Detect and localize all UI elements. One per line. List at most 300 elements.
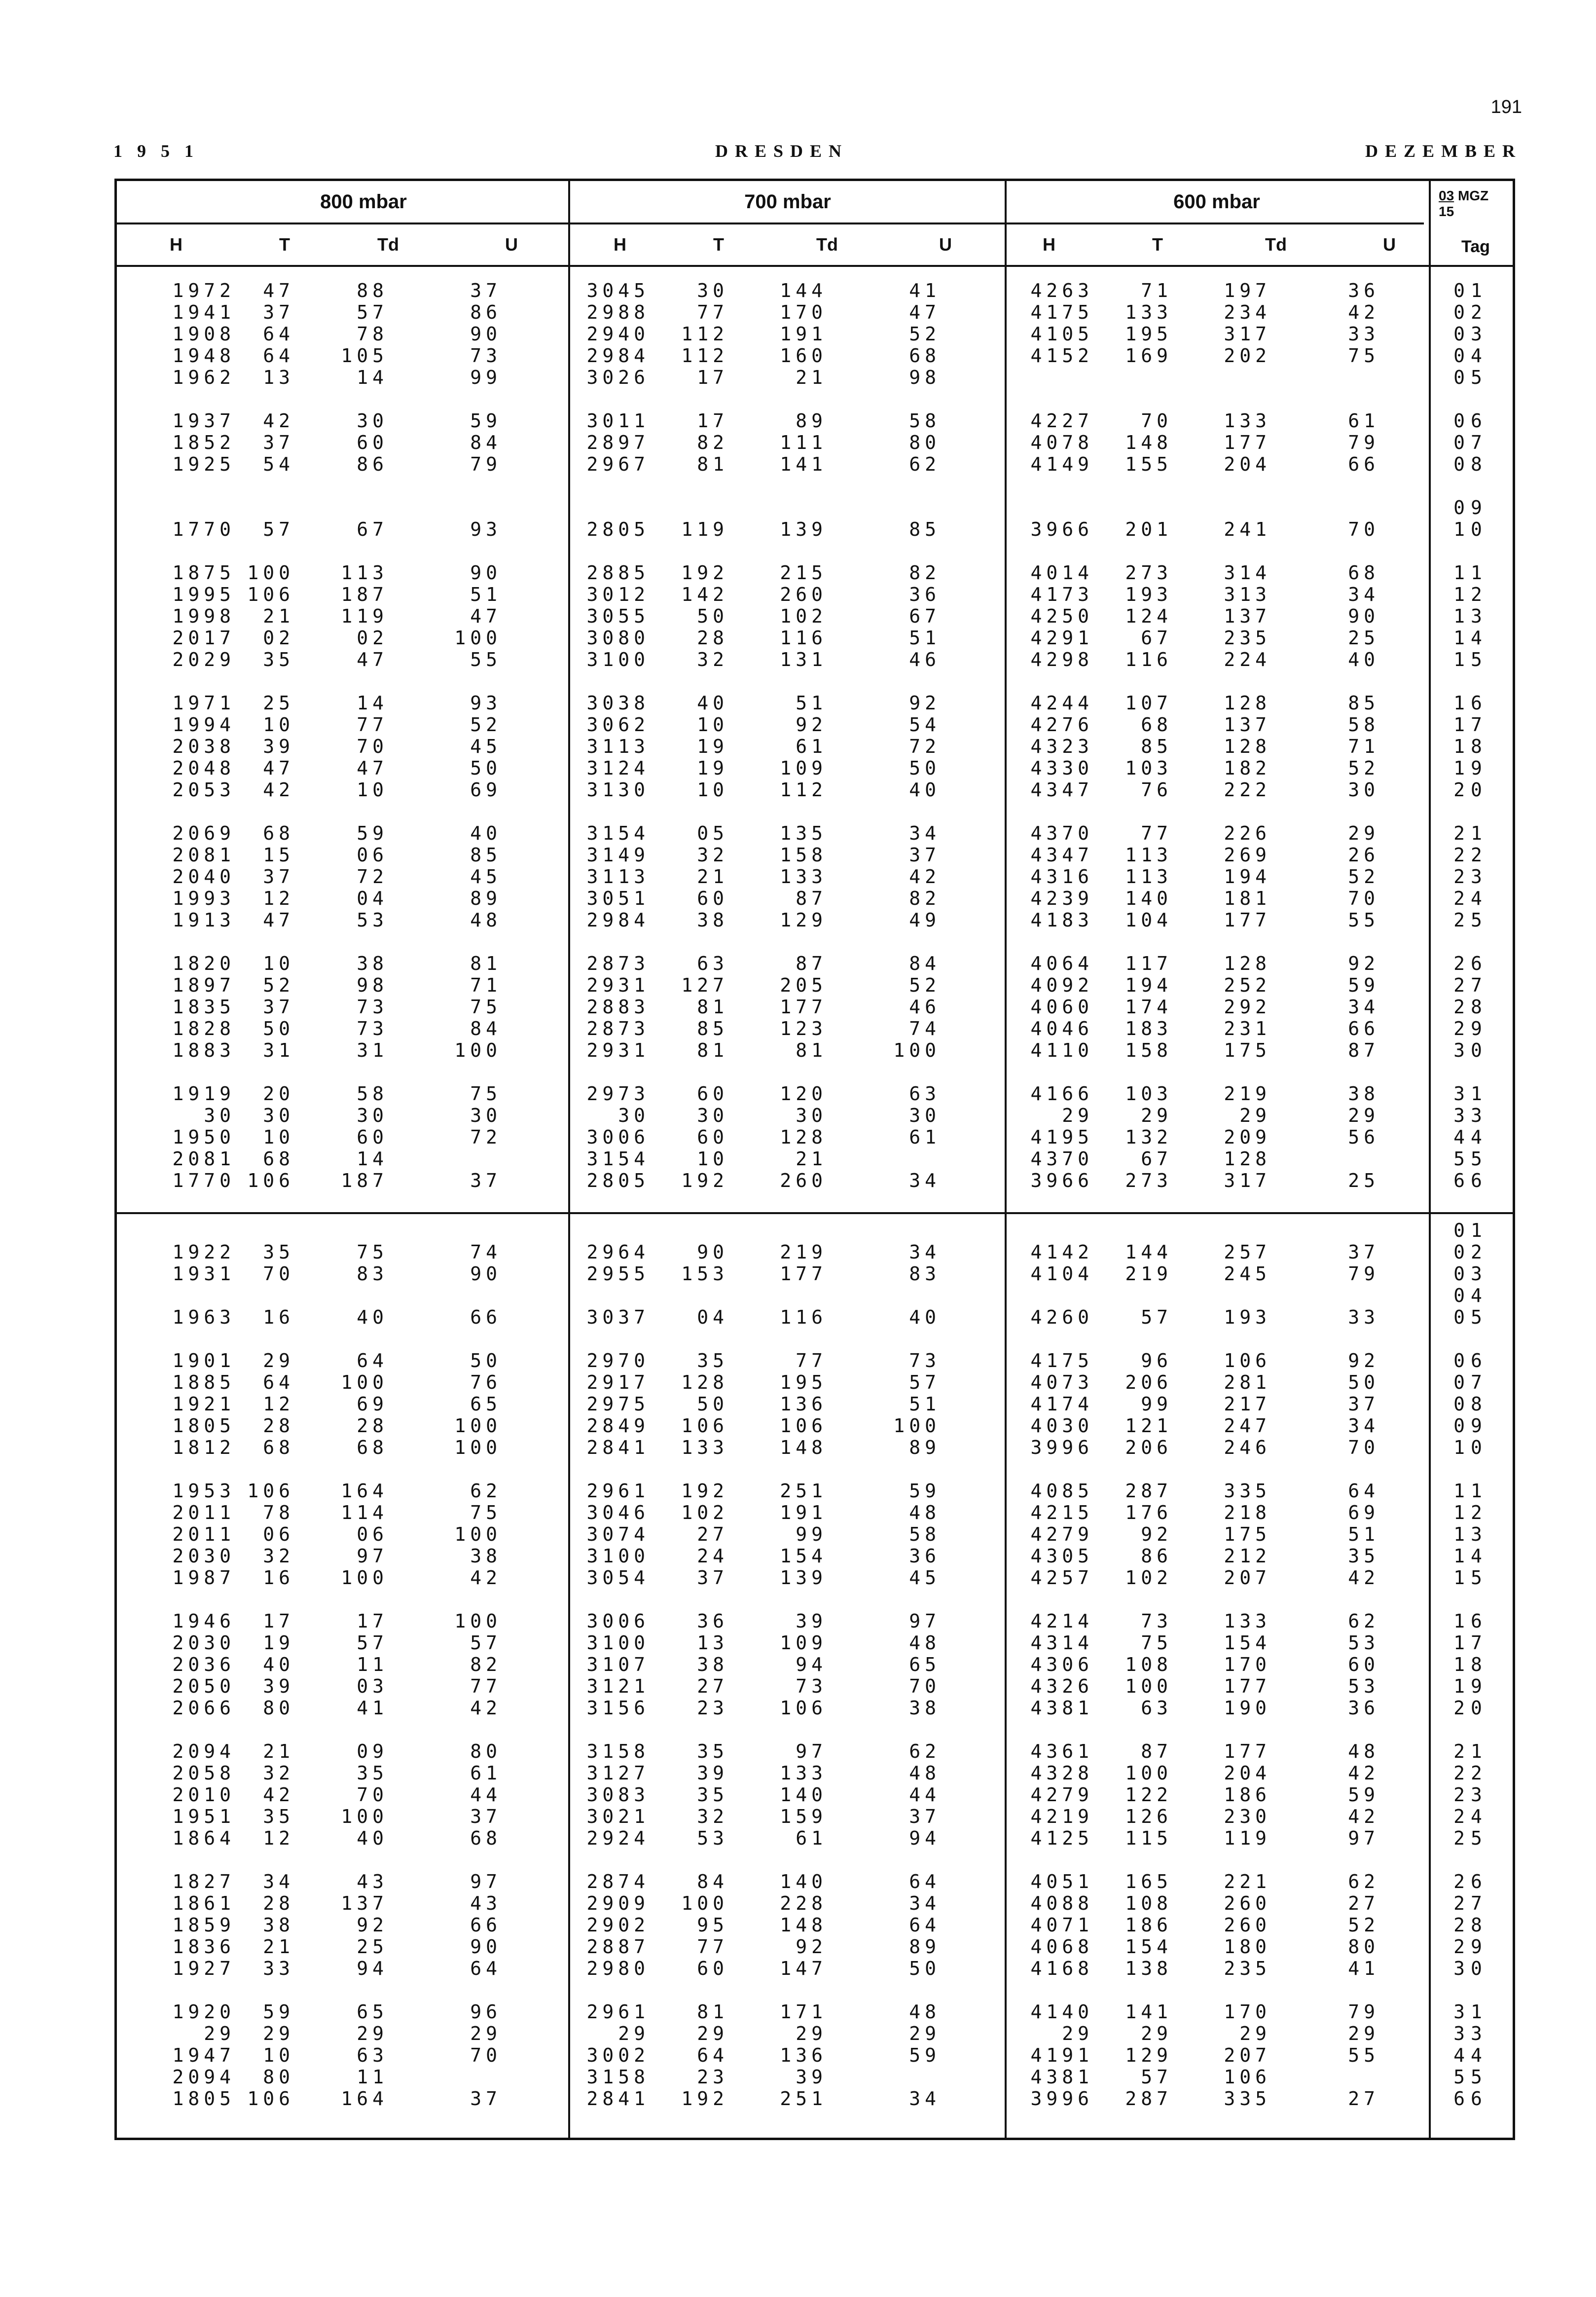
- table-cell: 100: [454, 1039, 502, 1061]
- table-cell: 4166: [1030, 1083, 1093, 1105]
- table-cell: 4305: [1030, 1545, 1093, 1567]
- table-cell: 30: [357, 410, 388, 432]
- table-cell: 1937: [172, 410, 235, 432]
- table-cell: 3154: [586, 822, 650, 844]
- table-cell: 29: [909, 2023, 941, 2044]
- table-cell: 206: [1125, 1371, 1172, 1393]
- table-cell: 60: [1348, 1654, 1379, 1675]
- table-cell: 4257: [1030, 1567, 1093, 1589]
- table-cell: 77: [470, 1675, 502, 1697]
- table-row: [117, 996, 1513, 1018]
- table-cell: 269: [1224, 844, 1271, 866]
- table-cell: 2029: [172, 649, 235, 670]
- table-cell: 4244: [1030, 692, 1093, 714]
- table-cell: 144: [1125, 1241, 1172, 1263]
- table-cell: 52: [470, 714, 502, 736]
- table-cell: 37: [263, 996, 294, 1018]
- day-cell: 30: [1453, 1958, 1488, 1979]
- table-cell: 245: [1224, 1263, 1271, 1285]
- table-cell: 38: [357, 953, 388, 974]
- table-cell: 129: [780, 909, 827, 931]
- day-cell: 66: [1453, 1170, 1488, 1191]
- table-cell: 89: [909, 1437, 941, 1458]
- table-cell: 37: [470, 1170, 502, 1191]
- day-cell: 15: [1453, 649, 1488, 670]
- table-cell: 154: [1125, 1936, 1172, 1958]
- table-cell: 4250: [1030, 605, 1093, 627]
- table-cell: 15: [263, 844, 294, 866]
- table-cell: 30: [909, 1105, 941, 1126]
- table-cell: 35: [697, 1350, 728, 1371]
- table-row: [117, 627, 1513, 649]
- table-cell: 251: [780, 2088, 827, 2110]
- table-cell: 158: [1125, 1039, 1172, 1061]
- table-cell: 4214: [1030, 1610, 1093, 1632]
- table-cell: 90: [470, 1263, 502, 1285]
- table-cell: 160: [780, 345, 827, 367]
- table-row: [117, 1170, 1513, 1191]
- table-cell: 42: [470, 1567, 502, 1589]
- day-cell: 04: [1453, 1285, 1488, 1306]
- table-cell: 75: [1348, 345, 1379, 367]
- table-cell: 192: [681, 2088, 728, 2110]
- table-cell: 292: [1224, 996, 1271, 1018]
- table-cell: 144: [780, 280, 827, 301]
- table-cell: 89: [796, 410, 827, 432]
- table-cell: 57: [357, 1632, 388, 1654]
- table-cell: 102: [1125, 1567, 1172, 1589]
- table-cell: 21: [796, 1148, 827, 1170]
- table-cell: 3055: [586, 605, 650, 627]
- table-cell: 3130: [586, 779, 650, 801]
- table-cell: 140: [780, 1784, 827, 1806]
- table-cell: 97: [796, 1741, 827, 1762]
- table-cell: 64: [909, 1871, 941, 1892]
- table-cell: 42: [263, 410, 294, 432]
- table-cell: 40: [909, 779, 941, 801]
- table-cell: 1931: [172, 1263, 235, 1285]
- table-cell: 99: [470, 367, 502, 388]
- table-cell: 193: [1125, 584, 1172, 605]
- table-cell: 235: [1224, 1958, 1271, 1979]
- table-row: [117, 2066, 1513, 2088]
- table-cell: 128: [1224, 692, 1271, 714]
- table-cell: 32: [263, 1762, 294, 1784]
- table-cell: 37: [1348, 1393, 1379, 1415]
- table-cell: 59: [1348, 1784, 1379, 1806]
- day-cell: 03: [1453, 323, 1488, 345]
- column-header-t: T: [713, 234, 724, 255]
- column-header-u: U: [505, 234, 518, 255]
- table-cell: 2841: [586, 1437, 650, 1458]
- table-cell: 50: [470, 757, 502, 779]
- table-cell: 98: [357, 974, 388, 996]
- table-cell: 2805: [586, 519, 650, 540]
- day-cell: 27: [1453, 1892, 1488, 1914]
- table-cell: 28: [263, 1892, 294, 1914]
- table-cell: 89: [470, 888, 502, 909]
- table-cell: 36: [697, 1610, 728, 1632]
- table-cell: 3100: [586, 1632, 650, 1654]
- table-cell: 4183: [1030, 909, 1093, 931]
- table-cell: 260: [1224, 1892, 1271, 1914]
- table-cell: 1861: [172, 1892, 235, 1914]
- table-cell: 29: [1062, 2023, 1093, 2044]
- table-cell: 142: [681, 584, 728, 605]
- day-cell: 05: [1453, 367, 1488, 388]
- table-cell: 23: [697, 1697, 728, 1719]
- table-cell: 335: [1224, 2088, 1271, 2110]
- table-cell: 60: [697, 888, 728, 909]
- table-cell: 234: [1224, 301, 1271, 323]
- table-cell: 33: [1348, 323, 1379, 345]
- table-cell: 102: [681, 1502, 728, 1523]
- table-cell: 59: [909, 1480, 941, 1502]
- table-cell: 2048: [172, 757, 235, 779]
- table-cell: 67: [1141, 1148, 1172, 1170]
- table-cell: 165: [1125, 1871, 1172, 1892]
- table-cell: 191: [780, 1502, 827, 1523]
- table-cell: 12: [263, 888, 294, 909]
- table-cell: 45: [470, 866, 502, 888]
- table-cell: 4175: [1030, 301, 1093, 323]
- day-cell: 13: [1453, 1523, 1488, 1545]
- column-header-u: U: [1383, 234, 1396, 255]
- table-cell: 1971: [172, 692, 235, 714]
- table-cell: 65: [357, 2001, 388, 2023]
- table-row: [117, 844, 1513, 866]
- table-cell: 50: [263, 1018, 294, 1039]
- table-cell: 37: [1348, 1241, 1379, 1263]
- table-cell: 175: [1224, 1039, 1271, 1061]
- table-cell: 2917: [586, 1371, 650, 1393]
- table-cell: 314: [1224, 562, 1271, 584]
- table-cell: 106: [247, 2088, 294, 2110]
- table-cell: 70: [909, 1675, 941, 1697]
- table-cell: 42: [470, 1697, 502, 1719]
- table-cell: 3062: [586, 714, 650, 736]
- table-cell: 4152: [1030, 345, 1093, 367]
- table-cell: 2058: [172, 1762, 235, 1784]
- table-row: [117, 2088, 1513, 2110]
- table-cell: 3156: [586, 1697, 650, 1719]
- table-cell: 31: [357, 1039, 388, 1061]
- table-cell: 32: [263, 1545, 294, 1567]
- table-cell: 195: [780, 1371, 827, 1393]
- table-cell: 94: [357, 1958, 388, 1979]
- table-cell: 1995: [172, 584, 235, 605]
- table-cell: 19: [697, 736, 728, 757]
- table-cell: 2988: [586, 301, 650, 323]
- table-cell: 241: [1224, 519, 1271, 540]
- table-cell: 2964: [586, 1241, 650, 1263]
- table-cell: 281: [1224, 1371, 1271, 1393]
- day-cell: 16: [1453, 1610, 1488, 1632]
- table-cell: 4173: [1030, 584, 1093, 605]
- table-cell: 1913: [172, 909, 235, 931]
- table-cell: 75: [470, 996, 502, 1018]
- table-cell: 106: [247, 1170, 294, 1191]
- table-cell: 58: [909, 410, 941, 432]
- table-cell: 3083: [586, 1784, 650, 1806]
- table-cell: 64: [357, 1350, 388, 1371]
- day-cell: 11: [1453, 1480, 1488, 1502]
- column-header-h: H: [1043, 234, 1055, 255]
- level-700-heading: 700 mbar: [744, 191, 831, 213]
- table-cell: 3127: [586, 1762, 650, 1784]
- table-cell: 65: [909, 1654, 941, 1675]
- table-cell: 72: [357, 866, 388, 888]
- table-row: [117, 1393, 1513, 1415]
- table-cell: 133: [1224, 1610, 1271, 1632]
- table-cell: 106: [681, 1415, 728, 1437]
- table-cell: 115: [1125, 1827, 1172, 1849]
- table-cell: 45: [470, 736, 502, 757]
- table-row: [117, 1437, 1513, 1458]
- table-cell: 32: [697, 1806, 728, 1827]
- table-cell: 58: [1348, 714, 1379, 736]
- day-cell: 12: [1453, 584, 1488, 605]
- table-cell: 1953: [172, 1480, 235, 1502]
- table-cell: 1962: [172, 367, 235, 388]
- table-row: [117, 1220, 1513, 1241]
- table-cell: 106: [1224, 2066, 1271, 2088]
- table-cell: 70: [357, 1784, 388, 1806]
- table-cell: 3046: [586, 1502, 650, 1523]
- table-cell: 92: [357, 1914, 388, 1936]
- table-cell: 119: [681, 519, 728, 540]
- table-cell: 97: [357, 1545, 388, 1567]
- table-cell: 1963: [172, 1306, 235, 1328]
- table-cell: 55: [1348, 909, 1379, 931]
- table-cell: 81: [470, 953, 502, 974]
- table-cell: 113: [341, 562, 388, 584]
- table-row: [117, 1632, 1513, 1654]
- table-cell: 155: [1125, 453, 1172, 475]
- table-cell: 87: [796, 953, 827, 974]
- table-row: [117, 1892, 1513, 1914]
- table-cell: 47: [909, 301, 941, 323]
- table-cell: 09: [357, 1741, 388, 1762]
- table-cell: 06: [357, 844, 388, 866]
- table-cell: 92: [1348, 953, 1379, 974]
- table-cell: 2961: [586, 1480, 650, 1502]
- table-cell: 230: [1224, 1806, 1271, 1827]
- table-cell: 139: [780, 519, 827, 540]
- table-cell: 35: [263, 649, 294, 670]
- table-cell: 193: [1224, 1306, 1271, 1328]
- table-cell: 73: [796, 1675, 827, 1697]
- day-cell: 18: [1453, 1654, 1488, 1675]
- table-cell: 30: [357, 1105, 388, 1126]
- table-cell: 41: [1348, 1958, 1379, 1979]
- table-cell: 1875: [172, 562, 235, 584]
- table-cell: 03: [357, 1675, 388, 1697]
- table-cell: 34: [909, 822, 941, 844]
- table-cell: 4381: [1030, 2066, 1093, 2088]
- table-cell: 51: [1348, 1523, 1379, 1545]
- table-cell: 38: [697, 909, 728, 931]
- table-row: [117, 866, 1513, 888]
- table-cell: 159: [780, 1806, 827, 1827]
- table-cell: 1925: [172, 453, 235, 475]
- table-cell: 3996: [1030, 1437, 1093, 1458]
- table-cell: 2909: [586, 1892, 650, 1914]
- table-cell: 170: [780, 301, 827, 323]
- table-cell: 10: [357, 779, 388, 801]
- day-cell: 08: [1453, 1393, 1488, 1415]
- table-cell: 47: [263, 280, 294, 301]
- table-cell: 177: [1224, 1741, 1271, 1762]
- table-cell: 39: [697, 1762, 728, 1784]
- table-cell: 92: [796, 1936, 827, 1958]
- table-cell: 191: [780, 323, 827, 345]
- table-cell: 93: [470, 692, 502, 714]
- column-header-t: T: [279, 234, 290, 255]
- table-cell: 84: [470, 432, 502, 453]
- table-cell: 1998: [172, 605, 235, 627]
- table-cell: 34: [909, 1241, 941, 1263]
- day-cell: 10: [1453, 1437, 1488, 1458]
- table-cell: 79: [470, 453, 502, 475]
- table-cell: 222: [1224, 779, 1271, 801]
- table-cell: 100: [341, 1567, 388, 1589]
- table-cell: 29: [1141, 1105, 1172, 1126]
- table-cell: 52: [909, 974, 941, 996]
- table-cell: 34: [909, 1170, 941, 1191]
- table-cell: 48: [909, 1762, 941, 1784]
- table-cell: 68: [357, 1437, 388, 1458]
- table-cell: 207: [1224, 2044, 1271, 2066]
- table-row: [117, 953, 1513, 974]
- table-cell: 4195: [1030, 1126, 1093, 1148]
- table-cell: 50: [697, 605, 728, 627]
- day-cell: 02: [1453, 1241, 1488, 1263]
- table-cell: 60: [697, 1083, 728, 1105]
- table-cell: 4276: [1030, 714, 1093, 736]
- table-cell: 4014: [1030, 562, 1093, 584]
- table-cell: 273: [1125, 1170, 1172, 1191]
- table-cell: 105: [341, 345, 388, 367]
- table-cell: 128: [1224, 1148, 1271, 1170]
- table-row: [117, 453, 1513, 475]
- table-cell: 36: [1348, 1697, 1379, 1719]
- table-cell: 83: [909, 1263, 941, 1285]
- table-cell: 14: [357, 367, 388, 388]
- table-cell: 100: [1125, 1762, 1172, 1784]
- table-cell: 52: [263, 974, 294, 996]
- table-cell: 133: [681, 1437, 728, 1458]
- day-cell: 01: [1453, 280, 1488, 301]
- table-cell: 29: [697, 2023, 728, 2044]
- table-cell: 2873: [586, 953, 650, 974]
- table-cell: 4078: [1030, 432, 1093, 453]
- table-cell: 103: [1125, 1083, 1172, 1105]
- table-cell: 29: [263, 2023, 294, 2044]
- table-cell: 30: [618, 1105, 650, 1126]
- table-cell: 51: [909, 627, 941, 649]
- table-cell: 108: [1125, 1654, 1172, 1675]
- table-cell: 2883: [586, 996, 650, 1018]
- table-cell: 57: [1141, 2066, 1172, 2088]
- table-cell: 75: [470, 1502, 502, 1523]
- day-cell: 14: [1453, 627, 1488, 649]
- table-cell: 113: [1125, 866, 1172, 888]
- table-cell: 287: [1125, 1480, 1172, 1502]
- table-cell: 21: [263, 1741, 294, 1762]
- table-cell: 209: [1224, 1126, 1271, 1148]
- table-cell: 137: [1224, 605, 1271, 627]
- table-row: [117, 1502, 1513, 1523]
- table-cell: 72: [470, 1126, 502, 1148]
- table-cell: 1941: [172, 301, 235, 323]
- table-cell: 2973: [586, 1083, 650, 1105]
- table-cell: 70: [357, 736, 388, 757]
- table-row: [117, 1306, 1513, 1328]
- table-cell: 68: [263, 1148, 294, 1170]
- table-cell: 68: [263, 822, 294, 844]
- table-cell: 54: [909, 714, 941, 736]
- table-cell: 100: [247, 562, 294, 584]
- table-cell: 109: [780, 1632, 827, 1654]
- year-heading: 1951: [113, 141, 208, 161]
- table-cell: 70: [1348, 1437, 1379, 1458]
- table-cell: 2931: [586, 974, 650, 996]
- table-cell: 121: [1125, 1415, 1172, 1437]
- table-cell: 273: [1125, 562, 1172, 584]
- table-cell: 4125: [1030, 1827, 1093, 1849]
- table-cell: 29: [1062, 1105, 1093, 1126]
- table-cell: 29: [1348, 822, 1379, 844]
- table-cell: 34: [1348, 996, 1379, 1018]
- table-cell: 4361: [1030, 1741, 1093, 1762]
- table-cell: 37: [470, 280, 502, 301]
- table-cell: 4085: [1030, 1480, 1093, 1502]
- table-cell: 2841: [586, 2088, 650, 2110]
- day-cell: 28: [1453, 996, 1488, 1018]
- table-cell: 34: [1348, 1415, 1379, 1437]
- table-cell: 1897: [172, 974, 235, 996]
- table-cell: 87: [796, 888, 827, 909]
- table-cell: 47: [357, 757, 388, 779]
- table-cell: 70: [1348, 888, 1379, 909]
- table-cell: 60: [697, 1958, 728, 1979]
- table-cell: 77: [697, 301, 728, 323]
- table-cell: 3021: [586, 1806, 650, 1827]
- table-cell: 66: [470, 1914, 502, 1936]
- table-cell: 3006: [586, 1610, 650, 1632]
- table-row: [117, 1827, 1513, 1849]
- table-cell: 17: [697, 410, 728, 432]
- page-number: 191: [1490, 97, 1522, 117]
- table-cell: 1859: [172, 1914, 235, 1936]
- table-cell: 92: [1141, 1523, 1172, 1545]
- table-cell: 79: [1348, 1263, 1379, 1285]
- day-cell: 44: [1453, 1126, 1488, 1148]
- table-cell: 59: [263, 2001, 294, 2023]
- table-cell: 100: [454, 1437, 502, 1458]
- table-cell: 85: [1141, 736, 1172, 757]
- table-row: [117, 888, 1513, 909]
- table-cell: 62: [470, 1480, 502, 1502]
- table-cell: 106: [247, 1480, 294, 1502]
- table-cell: 2967: [586, 453, 650, 475]
- table-cell: 114: [341, 1502, 388, 1523]
- table-cell: 80: [263, 1697, 294, 1719]
- table-cell: 10: [697, 1148, 728, 1170]
- table-cell: 75: [470, 1083, 502, 1105]
- table-cell: 2961: [586, 2001, 650, 2023]
